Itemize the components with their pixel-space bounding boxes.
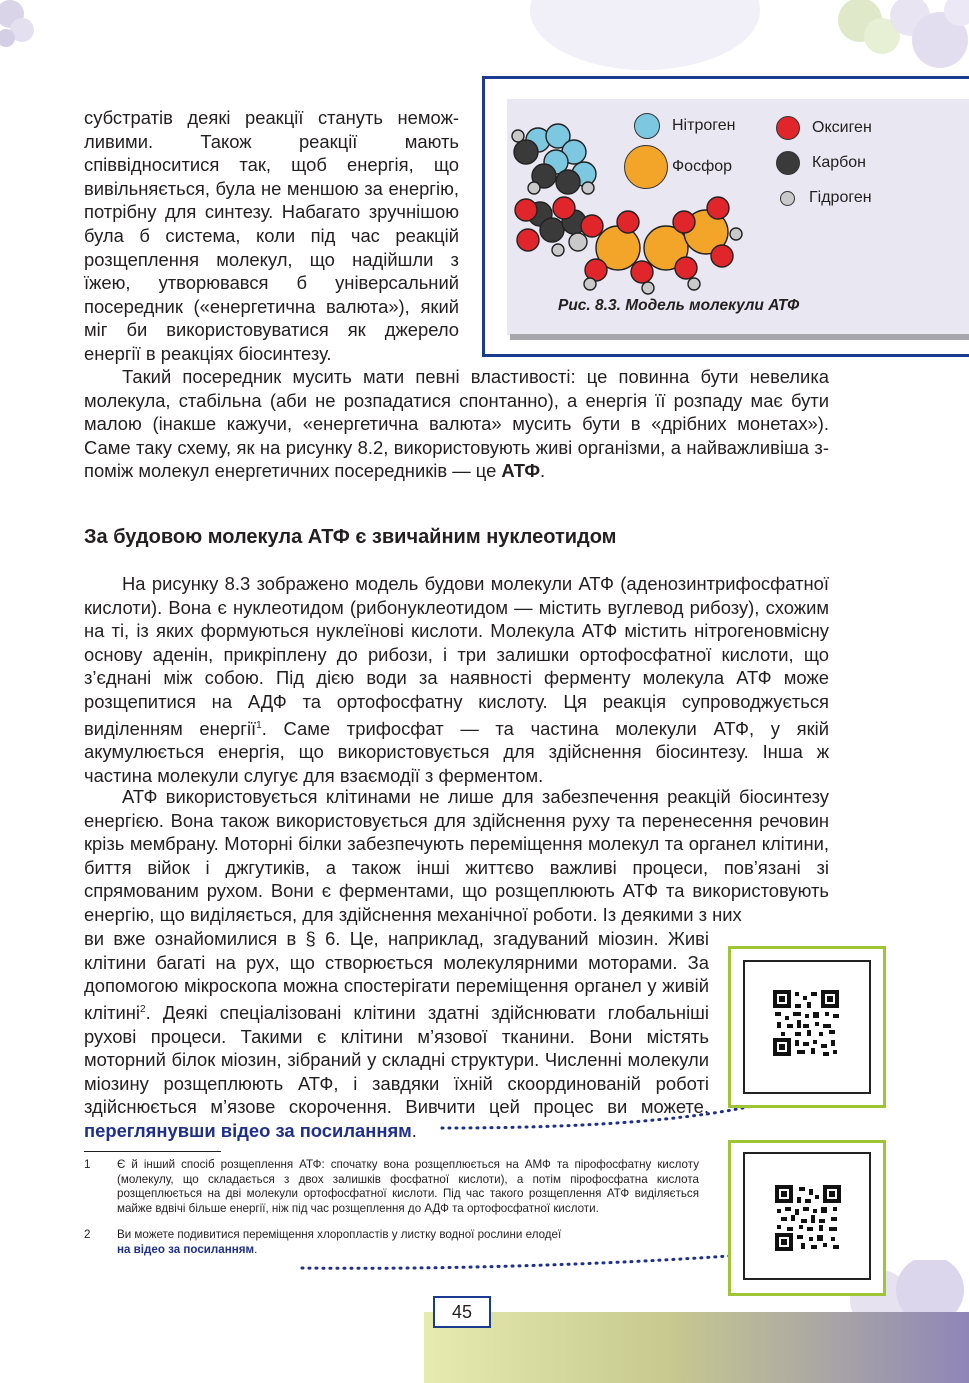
legend-nitrogen (634, 113, 735, 139)
motion-text-a: АТФ використовується клітинами не лише для забезпечення реакцій біосинтезу енергією. Вона також використовується для здійснення руху та перенесення речовин крізь мембрану. Моторні білки забезпечують переміщення молекул та органел клітини, биття війок і джгутиків, а також інші життєво важливі процеси, пов’язані зі спрямованим рухом. Вони є ферментами, що розщеплюють АТФ та використовують енергію, що виділяється, для здійснення механічної роботи. Із деякими з них (84, 786, 829, 925)
legend-phosphorus (624, 145, 732, 189)
footnote-end: . (254, 1242, 258, 1256)
motion-end: . (411, 1119, 417, 1141)
qr-card-1[interactable] (743, 960, 871, 1094)
oxygen-dot-icon (776, 116, 800, 140)
figure-shadow (510, 334, 969, 340)
footnotes (84, 1158, 699, 1258)
intermediary-paragraph (84, 365, 829, 483)
intro-paragraph (84, 106, 459, 366)
legend-carbon-label: Карбон (812, 154, 867, 171)
footnote-text: Є й інший спосіб розщеплення АТФ: спочатку вона розщеплюється на АМФ та пірофосфатну кислоту (молекулу, що складається з двох залишків фосфатної кислоти), а потім пірофосфатна кислота розщеплюється на дві молекули ортофосфатної кислоти. Під час такого розщеплення АТФ виділяється майже вдвічі більше енергії, ніж під час розщеплення до АДФ та ортофосфатної кислоти. (117, 1158, 699, 1215)
structure-rest: . Саме трифосфат — та частина молекули АТФ, у якій акумулюється енергія, що використовується для здійснення біосинтезу. Інша ж частина молекули слугує для взаємодії з ферментом. (84, 717, 829, 786)
intermediary-text (84, 365, 829, 483)
page-number: 45 (433, 1296, 491, 1328)
nitrogen-dot-icon (634, 113, 660, 139)
footnote-number: 2 (84, 1228, 91, 1242)
footnote-ref-2[interactable]: 2 (140, 1003, 146, 1015)
motion-body-c: . Деякі спеціалізовані клітини здатні здійснювати глобальніші рухові процеси. Такими є клітини м’язової тканини. Вони містять моторний білок міозин, зібраний у складні структури. Численні молекули міозину розщеплюють АТФ, і завдяки їхній скоординованій роботі здійснюється м’язове скорочення. Вивчити цей процес ви можете, (84, 1001, 709, 1118)
section-heading: За будовою молекула АТФ є звичайним нуклеотидом (84, 526, 617, 548)
phosphorus-dot-icon (624, 145, 668, 189)
structure-text (84, 572, 829, 787)
video-link-1[interactable]: переглянувши відео за посиланням (84, 1119, 412, 1141)
legend-oxygen (776, 116, 872, 140)
footnote-1 (84, 1158, 699, 1216)
legend-hydrogen-label: Гідроген (809, 189, 872, 206)
structure-paragraph (84, 572, 829, 787)
intermediary-body: Такий посередник мусить мати певні властивості: це повинна бути невелика молекула, стабільна (аби не розпадатися спонтанно), а енергія її розпаду має бути малою (інакше кажучи, «енергетична валюта» мусить бути в «дрібних монетах»). Саме таку схему, як на рисунку 8.2, використовують живі організми, а найважливіша з-поміж молекул енергетичних посередників — це (84, 366, 829, 482)
footnote-number: 1 (84, 1158, 91, 1171)
carbon-dot-icon (776, 151, 800, 175)
intermediary-end: . (540, 460, 546, 482)
legend-phosphorus-label: Фосфор (672, 158, 733, 175)
legend-oxygen-label: Оксиген (812, 119, 872, 136)
corner-decoration-right (820, 0, 969, 80)
footnote-ref-1[interactable]: 1 (256, 719, 262, 731)
atp-bold-term: АТФ (501, 460, 541, 482)
qr-code-icon[interactable] (775, 1185, 841, 1251)
legend-nitrogen-label: Нітроген (672, 117, 736, 134)
motion-paragraph-top (84, 785, 829, 927)
hydrogen-dot-icon (780, 191, 795, 206)
figure-caption: Рис. 8.3. Модель молекули АТФ (558, 297, 800, 314)
corner-decoration-left (0, 0, 36, 50)
legend-carbon (776, 151, 866, 175)
qr-card-2[interactable] (743, 1152, 871, 1280)
motion-body-b: ви вже ознайомилися в § 6. Це, наприклад, згадуваний міозин. Живі клітини багаті на рух, що створюється молекулярними моторами. За допомогою мікроскопа можна спостерігати переміщення органел у живій клітині (84, 928, 709, 1023)
video-link-2[interactable]: на відео за посиланням (117, 1242, 255, 1256)
top-background-circle (530, 0, 760, 70)
intro-text: субстратів деякі реакції стануть немож-ливими. Також реакції мають співвідноситися так, щоб енергія, що вивільняється, була не меншою за енергію, потрібну для синтезу. Набагато зручнішою була б система, коли під час реакцій розщеплення молекул, що надійшли з їжею, утворювався б універсальний посередник («енергетична валюта»), який міг би використовуватися як джерело енергії в реакціях біосинтезу. (84, 107, 459, 364)
structure-body: На рисунку 8.3 зображено модель будови молекули АТФ (аденозинтрифосфатної кислоти). Вона є нуклеотидом (рибонуклеотидом — містить вуглевод рибозу), схожим на ті, із яких формуються нуклеїнові кислоти. Молекула АТФ містить нітрогеновмісну основу аденін, прикріплену до рибози, і три залишки ортофосфатної кислоти, що з’єднані між собою. Під дією води за наявності ферменту молекула АТФ може розщепитися на АДФ та ортофосфатну кислоту. Ця реакція супроводжується виділенням енергії (84, 573, 829, 739)
legend-hydrogen (780, 189, 872, 207)
footnote-2 (84, 1228, 699, 1257)
footnote-divider (84, 1151, 221, 1152)
footnote-text: Ви можете подивитися переміщення хлоропластів у листку водної рослини елодеї (117, 1228, 562, 1242)
bottom-decorative-band (424, 1312, 969, 1383)
qr-code-icon[interactable] (773, 990, 839, 1056)
